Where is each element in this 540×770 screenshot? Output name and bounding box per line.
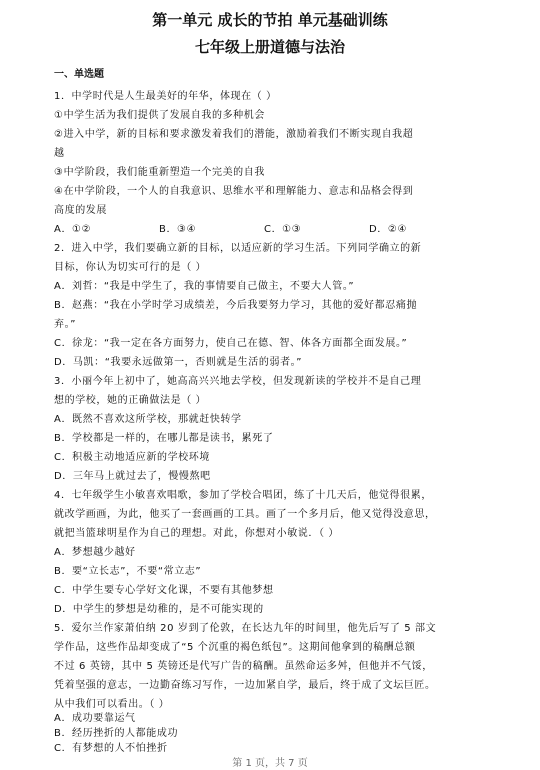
option-line: ④在中学阶段，一个人的自我意识、思维水平和理解能力、意志和品格会得到 [54, 186, 414, 197]
option-line: C．中学生要专心学好文化课，不要有其他梦想 [54, 585, 274, 596]
option-line: ①中学生活为我们提供了发展自我的多种机会 [54, 110, 265, 121]
option-line: D．马凯：“我要永远做第一，否则就是生活的弱者。” [54, 357, 303, 368]
option-line: ③中学阶段，我们能重新塑造一个完美的自我 [54, 167, 265, 178]
option-line: D．中学生的梦想是幼稚的，是不可能实现的 [54, 604, 264, 615]
question-line: 就改学画画，为此，他买了一套画画的工具。画了一个多月后，他又觉得没意思， [54, 509, 436, 520]
option-line: 弃。” [54, 319, 76, 330]
option-line: 高度的发展 [54, 205, 107, 216]
option-line: C．有梦想的人不怕挫折 [54, 743, 168, 754]
question-line: 从中我们可以看出。（ ） [54, 699, 170, 710]
option-line: A．既然不喜欢这所学校，那就赶快转学 [54, 414, 242, 425]
option-line: ②进入中学，新的目标和要求激发着我们的潜能，激励着我们不断实现自我超 [54, 129, 414, 140]
option-line: A．成功要靠运气 [54, 713, 136, 724]
question-line: 4．七年级学生小敏喜欢唱歌，参加了学校合唱团，练了十几天后，他觉得很累， [54, 490, 432, 501]
option-line: B．学校都是一样的，在哪儿都是读书，累死了 [54, 433, 274, 444]
question-line: 目标，你认为切实可行的是（ ） [54, 262, 207, 273]
option-line: B．经历挫折的人都能成功 [54, 728, 179, 739]
option-line: C．徐龙：“我一定在各方面努力，使自己在德、智、体各方面都全面发展。” [54, 338, 408, 349]
section-heading: 一、单选题 [54, 69, 104, 80]
question-line: 不过 6 英镑，其中 5 英镑还是代写广告的稿酬。虽然命运多舛，但他并不气馁， [54, 661, 433, 672]
option-line: 越 [54, 148, 65, 159]
answer-choice-a: A．①② [54, 224, 92, 235]
option-line: C．积极主动地适应新的学校环境 [54, 452, 210, 463]
question-line: 2．进入中学，我们要确立新的目标，以适应新的学习生活。下列同学确立的新 [54, 243, 422, 254]
answer-choice-c: C．①③ [264, 224, 302, 235]
question-line: 学作品，这些作品却变成了“5 个沉重的褐色纸包”。这期间他拿到的稿酬总额 [54, 642, 416, 653]
question-line: 就把当篮球明星作为自己的理想。对此，你想对小敏说．（ ） [54, 528, 339, 539]
page-footer: 第 1 页，共 7 页 [232, 758, 308, 769]
question-line: 想的学校，她的正确做法是（ ） [54, 395, 207, 406]
question-line: 5．爱尔兰作家萧伯纳 20 岁到了伦敦，在长达九年的时间里，他先后写了 5 部文 [54, 623, 437, 634]
question-line: 3．小丽今年上初中了，她高高兴兴地去学校，但发现新读的学校并不是自己理 [54, 376, 422, 387]
option-line: B．赵燕：“我在小学时学习成绩差，今后我要努力学习，其他的爱好都忍痛抛 [54, 300, 418, 311]
option-line: D．三年马上就过去了，慢慢熬吧 [54, 471, 211, 482]
question-line: 凭着坚强的意志，一边勤奋练习写作，一边加紧自学，最后，终于成了文坛巨匠。 [54, 680, 436, 691]
option-line: A．刘哲：“我是中学生了，我的事情要自己做主，不要大人管。” [54, 281, 355, 292]
document-title: 第一单元 成长的节拍 单元基础训练 [152, 11, 388, 29]
answer-choice-d: D．②④ [369, 224, 408, 235]
option-line: B．要“立长志”，不要“常立志” [54, 566, 202, 577]
question-line: 1．中学时代是人生最美好的年华，体现在（ ） [54, 91, 277, 102]
answer-choice-b: B．③④ [159, 224, 197, 235]
option-line: A．梦想越少越好 [54, 547, 136, 558]
document-subtitle: 七年级上册道德与法治 [194, 38, 345, 56]
